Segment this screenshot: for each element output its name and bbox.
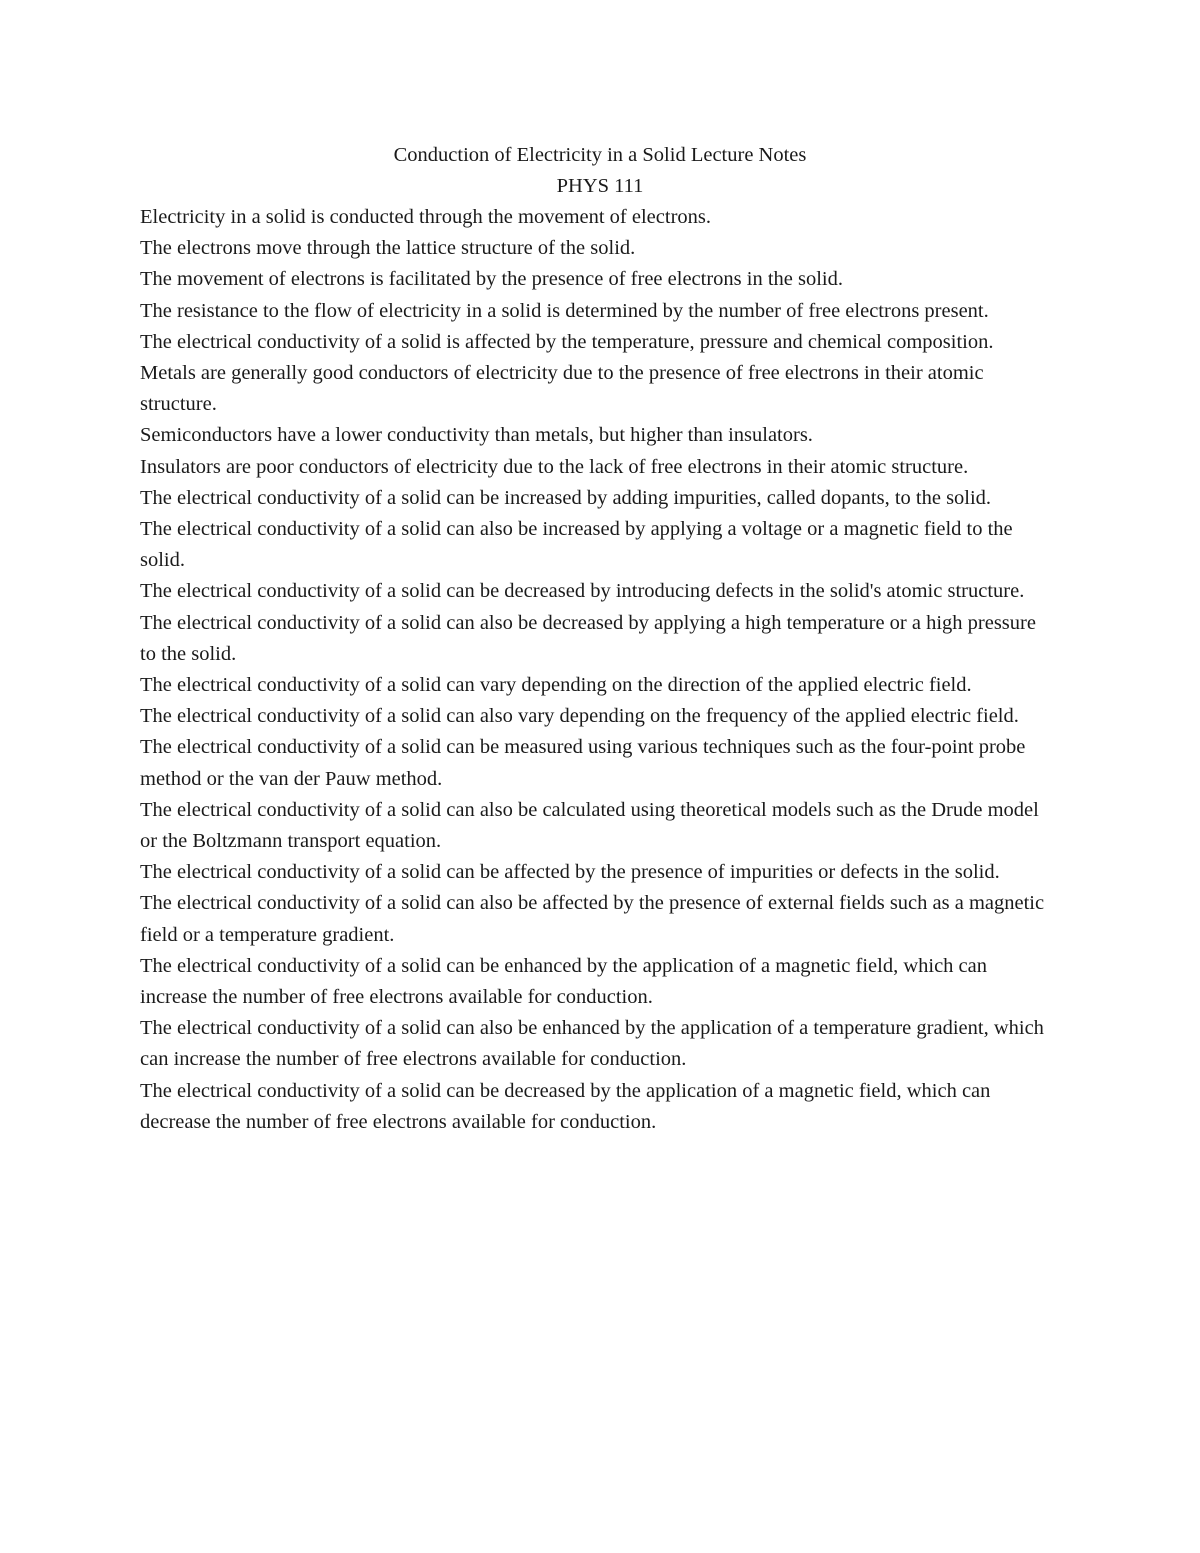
paragraph: The electrical conductivity of a solid can be decreased by introducing defects in the solid's atomic structure. (140, 580, 1025, 603)
paragraph: The electrical conductivity of a solid is affected by the temperature, pressure and chemical composition. (140, 330, 994, 353)
document-title: Conduction of Electricity in a Solid Lecture Notes (393, 144, 807, 166)
paragraph: Metals are generally good conductors of electricity due to the presence of free electrons in their atomic structure. (140, 362, 984, 416)
course-code: PHYS 111 (556, 175, 644, 197)
paragraph: The electrical conductivity of a solid can be measured using various techniques such as the four-point probe method or the van der Pauw method. (140, 736, 1026, 790)
paragraph: The electrical conductivity of a solid can also be enhanced by the application of a temperature gradient, which can increase the number of free electrons available for conduction. (140, 1017, 1044, 1071)
paragraph: The electrical conductivity of a solid can also be calculated using theoretical models such as the Drude model or the Boltzmann transport equation. (140, 798, 1039, 853)
paragraph: Semiconductors have a lower conductivity than metals, but higher than insulators. (140, 424, 813, 447)
paragraph: The movement of electrons is facilitated by the presence of free electrons in the solid. (140, 268, 843, 291)
paragraph: The resistance to the flow of electricity in a solid is determined by the number of free electrons present. (140, 299, 989, 322)
paragraph: The electrical conductivity of a solid can be affected by the presence of impurities or defects in the solid. (140, 861, 1000, 884)
paragraph: The electrical conductivity of a solid can be enhanced by the application of a magnetic field, which can increase the number of free electrons available for conduction. (140, 954, 987, 1009)
notes-body (140, 202, 1055, 1138)
paragraph: The electrons move through the lattice structure of the solid. (140, 237, 636, 260)
paragraph: The electrical conductivity of a solid can also vary depending on the frequency of the applied electric field. (140, 705, 1019, 728)
paragraph: The electrical conductivity of a solid can vary depending on the direction of the applied electric field. (140, 674, 972, 697)
paragraph: The electrical conductivity of a solid can also be increased by applying a voltage or a magnetic field to the solid. (140, 518, 1013, 572)
paragraph: The electrical conductivity of a solid can also be affected by the presence of external fields such as a magnetic field or a temperature gradient. (140, 892, 1045, 946)
paragraph: The electrical conductivity of a solid can be decreased by the application of a magnetic field, which can decrease the number of free electrons available for conduction. (140, 1079, 991, 1133)
paragraph: Electricity in a solid is conducted through the movement of electrons. (140, 206, 711, 228)
paragraph: Insulators are poor conductors of electricity due to the lack of free electrons in their atomic structure. (140, 455, 969, 478)
paragraph: The electrical conductivity of a solid can also be decreased by applying a high temperature or a high pressure to the solid. (140, 611, 1036, 665)
paragraph: The electrical conductivity of a solid can be increased by adding impurities, called dopants, to the solid. (140, 486, 992, 509)
